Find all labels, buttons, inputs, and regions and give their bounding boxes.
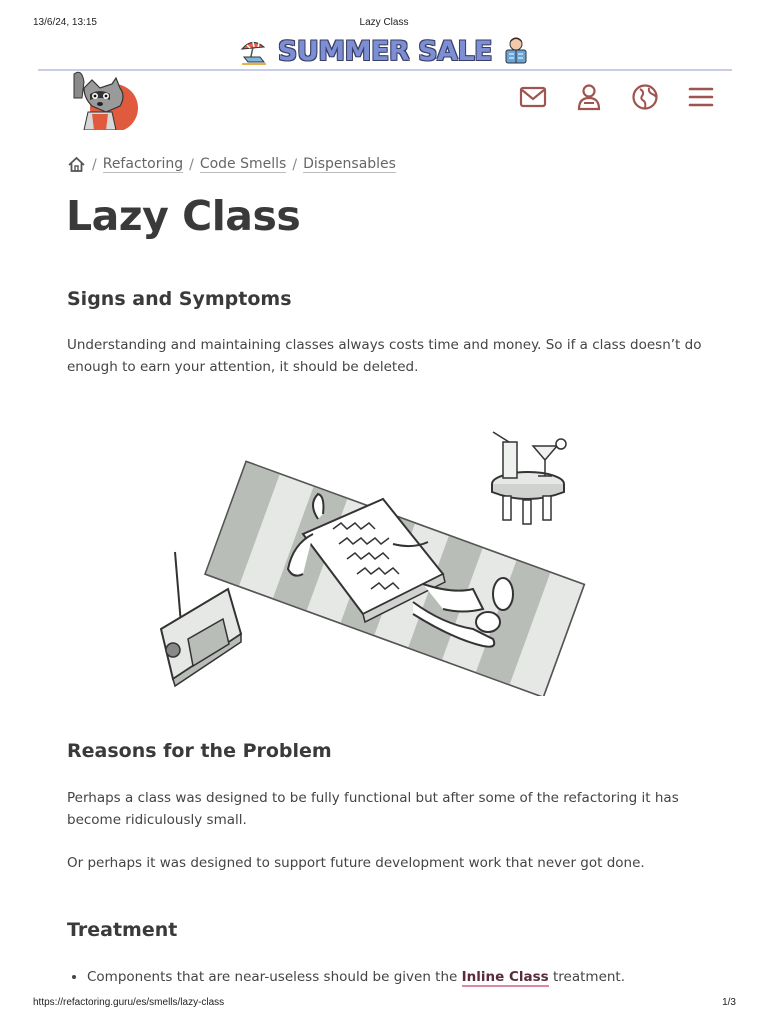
user-icon[interactable] — [574, 82, 604, 112]
print-title: Lazy Class — [359, 17, 409, 28]
mail-icon[interactable] — [518, 82, 548, 112]
beach-chair-icon — [238, 35, 270, 67]
raccoon-logo[interactable] — [62, 68, 142, 130]
treatment-text-before: Components that are near-useless should be given the — [87, 969, 462, 985]
breadcrumb — [67, 156, 396, 173]
signs-heading: Signs and Symptoms — [67, 288, 292, 310]
lazy-class-illustration — [143, 424, 628, 696]
treatment-text-after: treatment. — [548, 969, 626, 985]
page-title: Lazy Class — [66, 192, 301, 240]
side-table — [492, 432, 566, 524]
signs-text: Understanding and maintaining classes always costs time and money. So if a class doesn’t do enough to earn your attention, it should be deleted. — [67, 337, 702, 375]
globe-icon[interactable] — [630, 82, 660, 112]
treatment-heading: Treatment — [67, 919, 178, 941]
home-icon[interactable] — [67, 156, 86, 173]
inline-class-link[interactable]: Inline Class — [461, 969, 549, 985]
print-header — [0, 17, 768, 31]
breadcrumb-separator: / — [292, 156, 298, 173]
breadcrumb-separator: / — [189, 156, 194, 173]
menu-icon[interactable] — [686, 82, 716, 112]
breadcrumb-dispensables[interactable]: Dispensables — [303, 156, 396, 172]
sale-text: SUMMER SALE — [277, 35, 493, 67]
print-date: 13/6/24, 13:15 — [33, 17, 97, 28]
list-item — [87, 966, 625, 988]
reasons-heading: Reasons for the Problem — [67, 740, 332, 762]
print-page-number: 1/3 — [722, 997, 736, 1008]
reasons-text-2: Or perhaps it was designed to support future development work that never got done. — [67, 855, 645, 871]
header-nav — [518, 82, 716, 112]
breadcrumb-separator: / — [92, 156, 97, 173]
breadcrumb-refactoring[interactable]: Refactoring — [102, 156, 184, 172]
print-url: https://refactoring.guru/es/smells/lazy-class — [33, 997, 225, 1008]
print-footer — [0, 997, 768, 1011]
summer-sale-banner[interactable] — [38, 33, 732, 71]
treatment-list — [67, 966, 625, 988]
reasons-text-1: Perhaps a class was designed to be fully functional but after some of the refactoring it has become ridiculously small. — [67, 790, 679, 828]
breadcrumb-code-smells[interactable]: Code Smells — [199, 156, 287, 172]
reading-person-icon — [500, 35, 532, 67]
